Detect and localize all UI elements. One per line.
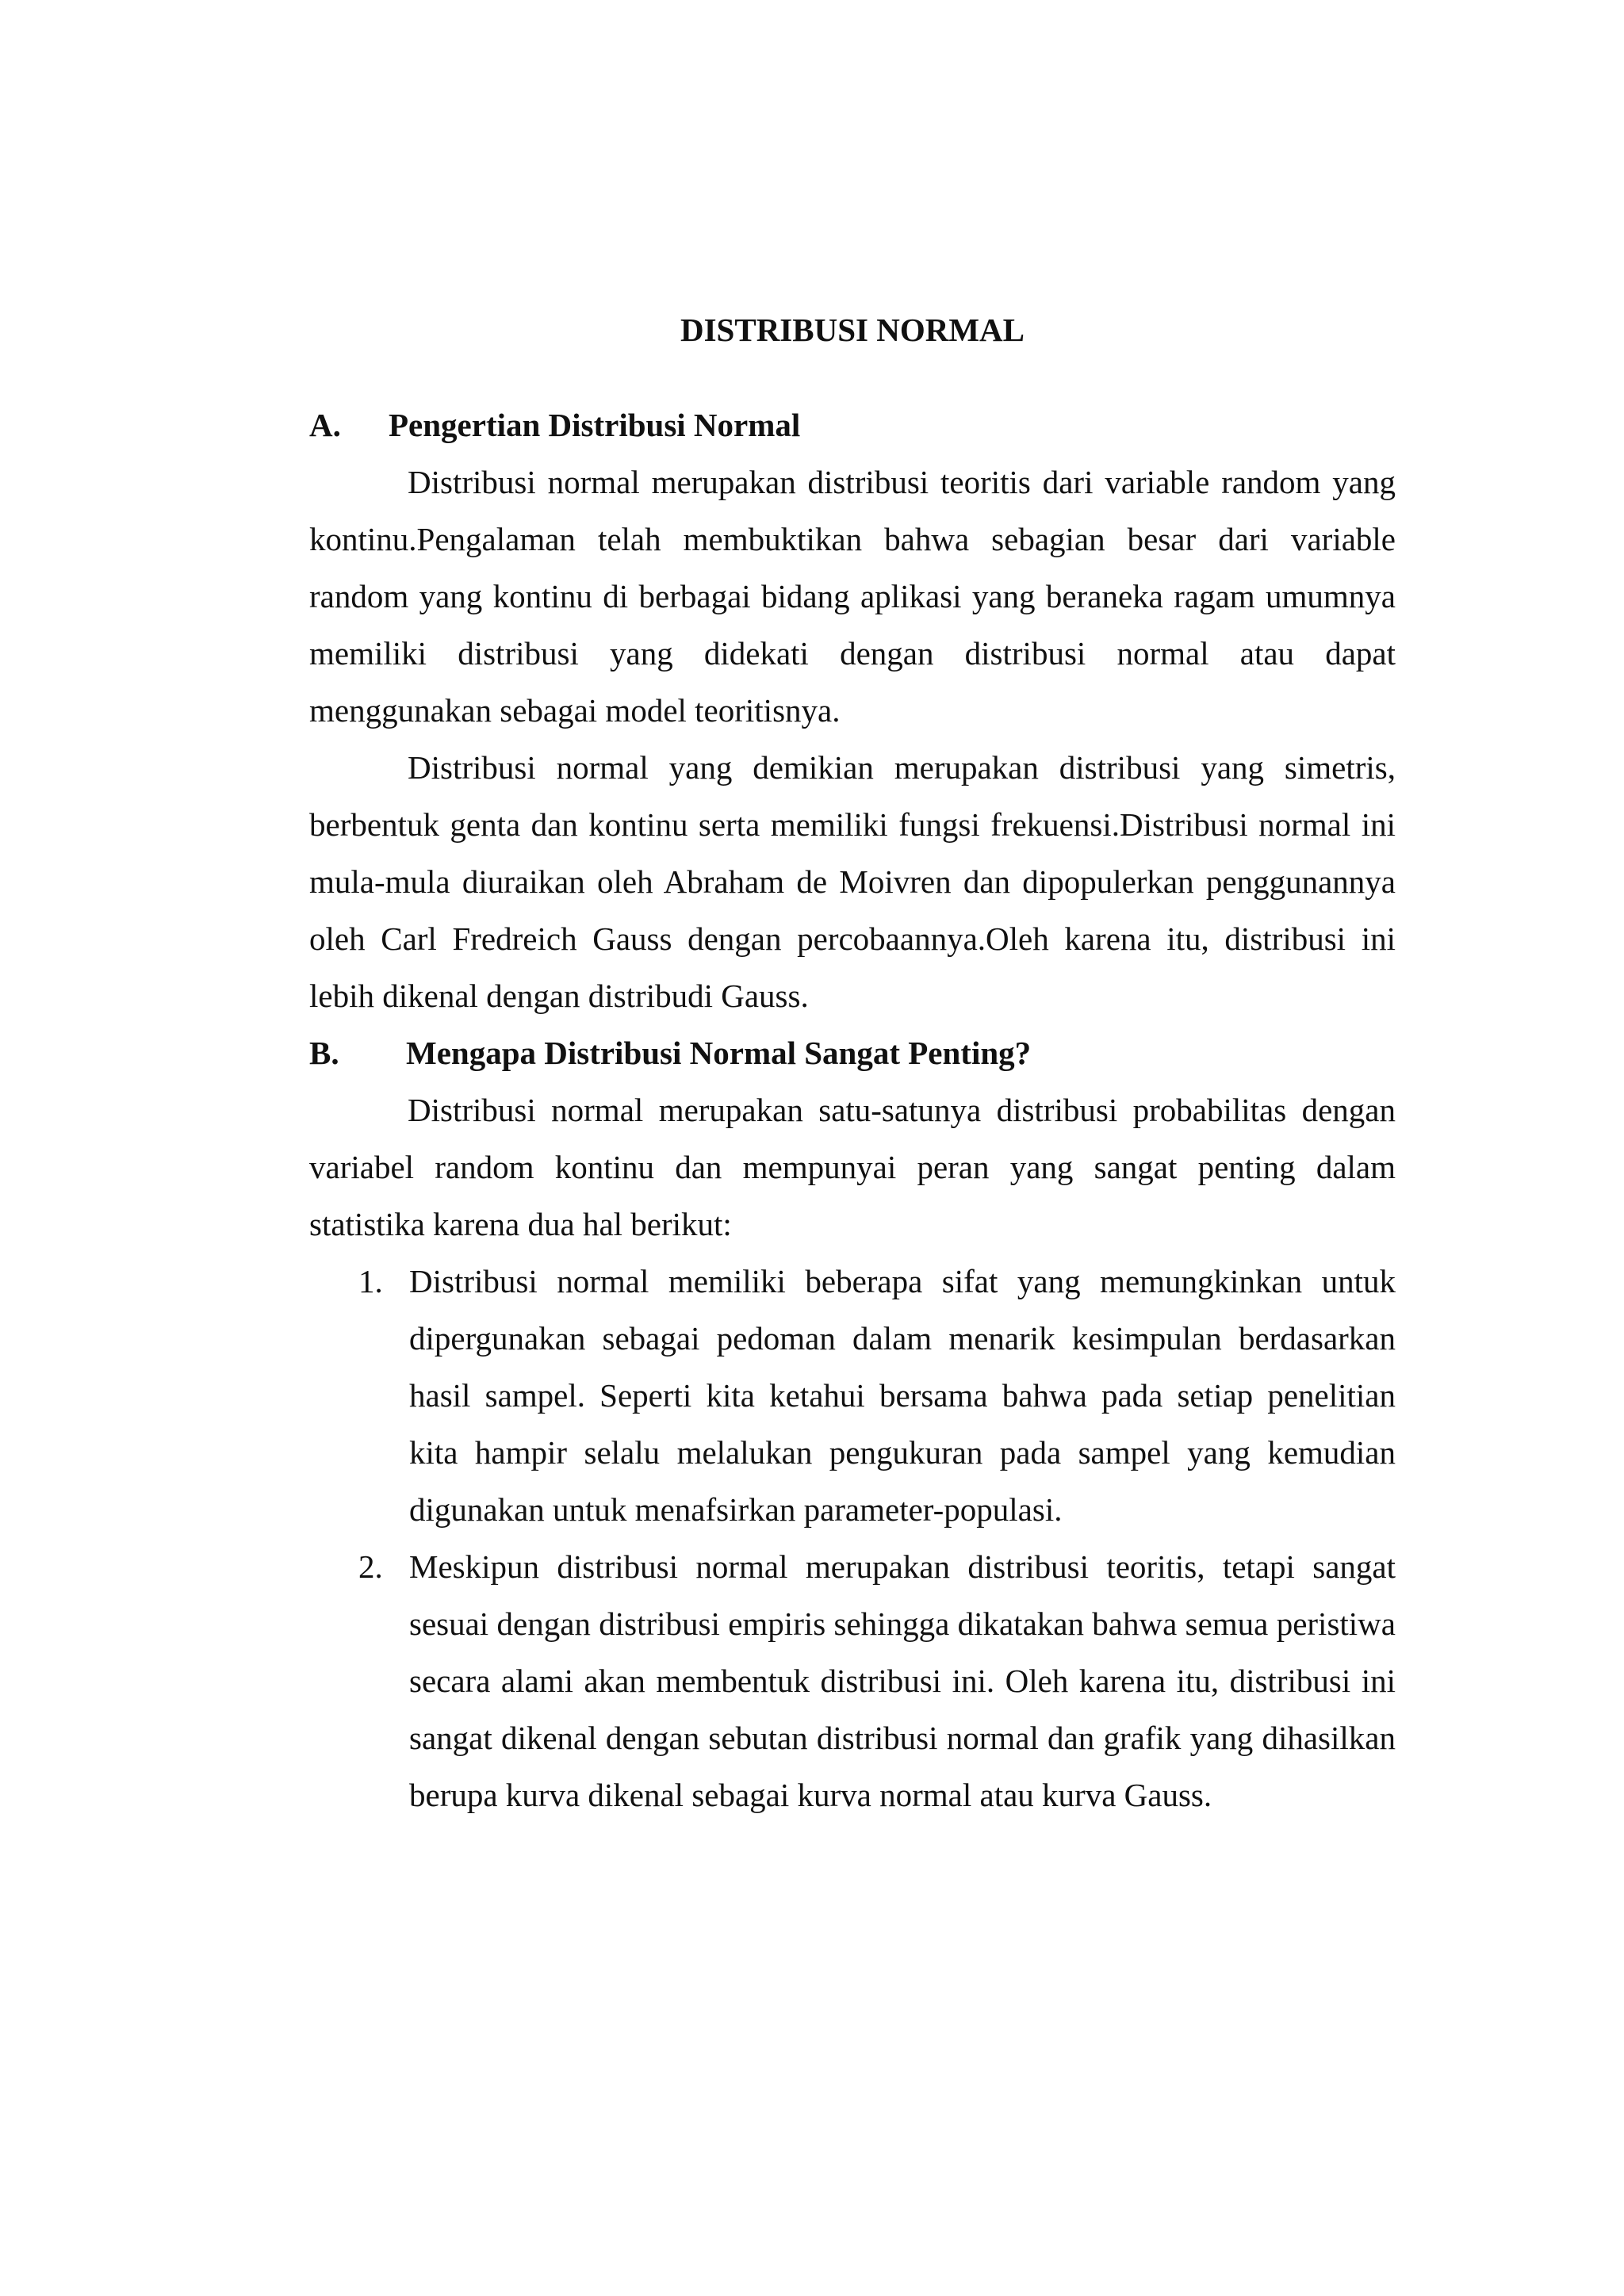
- section-a-letter: A.: [309, 407, 341, 443]
- section-b-heading: [309, 1024, 1396, 1081]
- list-item-text: Meskipun distribusi normal merupakan distribusi teoritis, tetapi sangat sesuai dengan distribusi empiris sehingga dikatakan bahwa semua peristiwa secara alami akan membentuk distribusi ini. Oleh karena itu, distribusi ini sangat dikenal dengan sebutan distribusi normal dan grafik yang dihasilkan berupa kurva dikenal sebagai kurva normal atau kurva Gauss.: [409, 1548, 1396, 1813]
- section-b-letter: B.: [309, 1035, 339, 1071]
- list-item-number: 2.: [358, 1548, 383, 1585]
- section-a-paragraph-2: Distribusi normal yang demikian merupakan distribusi yang simetris, berbentuk genta dan kontinu serta memiliki fungsi frekuensi.Distribusi normal ini mula-mula diuraikan oleh Abraham de Moivren dan dipopulerkan penggunannya oleh Carl Fredreich Gauss dengan percobaannya.Oleh karena itu, distribusi ini lebih dikenal dengan distribudi Gauss.: [309, 749, 1396, 1014]
- list-item: [309, 1253, 1396, 1538]
- document-content: [309, 301, 1396, 1823]
- section-b-paragraph-1: Distribusi normal merupakan satu-satunya distribusi probabilitas dengan variabel random kontinu dan mempunyai peran yang sangat penting dalam statistika karena dua hal berikut:: [309, 1092, 1396, 1242]
- list-item-text: Distribusi normal memiliki beberapa sifat yang memungkinkan untuk dipergunakan sebagai pedoman dalam menarik kesimpulan berdasarkan hasil sampel. Seperti kita ketahui bersama bahwa pada setiap penelitian kita hampir selalu melalukan pengukuran pada sampel yang kemudian digunakan untuk menafsirkan parameter-populasi.: [409, 1263, 1396, 1528]
- section-b: [309, 1024, 1396, 1823]
- list-item: [309, 1538, 1396, 1823]
- section-a-heading: [309, 396, 1396, 453]
- section-a-title: Pengertian Distribusi Normal: [389, 407, 801, 443]
- section-b-title: Mengapa Distribusi Normal Sangat Penting?: [406, 1035, 1032, 1071]
- numbered-list: [309, 1253, 1396, 1823]
- section-a-paragraph-1: Distribusi normal merupakan distribusi teoritis dari variable random yang kontinu.Pengalaman telah membuktikan bahwa sebagian besar dari variable random yang kontinu di berbagai bidang aplikasi yang beraneka ragam umumnya memiliki distribusi yang didekati dengan distribusi normal atau dapat menggunakan sebagai model teoritisnya.: [309, 464, 1396, 729]
- list-item-number: 1.: [358, 1263, 383, 1299]
- section-a: [309, 396, 1396, 1024]
- document-title: DISTRIBUSI NORMAL: [680, 312, 1025, 348]
